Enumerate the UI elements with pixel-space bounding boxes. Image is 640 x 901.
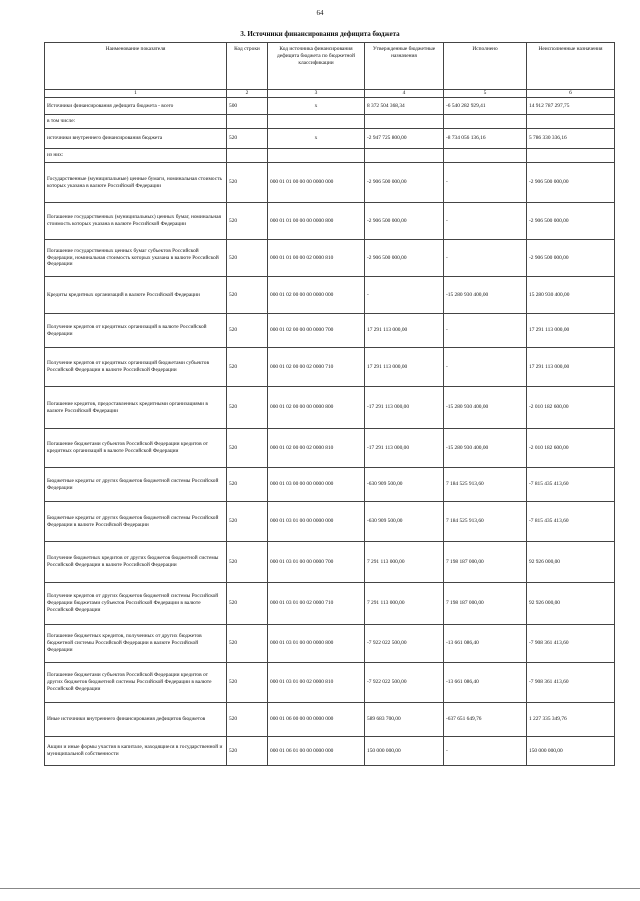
table-row	[45, 663, 615, 703]
row-indicator-name: Получение кредитов от кредитных организаций бюджетами субъектов Российской Федерации в валюте Российской Федерации	[45, 348, 227, 387]
row-line-code	[227, 115, 268, 129]
row-approved-value	[365, 115, 444, 129]
row-classification-code: 000 01 03 00 00 00 0000 000	[268, 468, 365, 502]
row-line-code: 520	[227, 703, 268, 737]
row-executed-value: -	[444, 203, 527, 240]
row-classification-code: 000 01 06 01 00 00 0000 000	[268, 737, 365, 766]
row-approved-value: -630 909 500,00	[365, 502, 444, 542]
table-row	[45, 429, 615, 468]
table-header-row	[45, 43, 615, 90]
row-remaining-value	[527, 115, 615, 129]
row-classification-code: 000 01 03 01 00 00 0000 700	[268, 542, 365, 583]
row-remaining-value: -7 815 435 413,60	[527, 468, 615, 502]
row-indicator-name: Погашение бюджетами субъектов Российской Федерации кредитов от кредитных организаций в валюте Российской Федерации	[45, 429, 227, 468]
table-row	[45, 149, 615, 163]
row-remaining-value: 17 291 113 000,00	[527, 314, 615, 348]
row-classification-code: 000 01 01 00 00 02 0000 810	[268, 240, 365, 277]
row-approved-value: -17 291 113 000,00	[365, 429, 444, 468]
row-classification-code: 000 01 03 01 00 00 0000 000	[268, 502, 365, 542]
row-classification-code: 000 01 02 00 00 00 0000 800	[268, 387, 365, 429]
row-classification-code: 000 01 02 00 00 00 0000 000	[268, 277, 365, 314]
row-line-code: 520	[227, 663, 268, 703]
row-approved-value: 150 000 000,00	[365, 737, 444, 766]
row-approved-value	[365, 149, 444, 163]
table-row	[45, 542, 615, 583]
row-line-code: 520	[227, 348, 268, 387]
row-approved-value: -2 947 725 800,00	[365, 129, 444, 149]
row-remaining-value: 92 926 000,00	[527, 542, 615, 583]
column-number: 1	[45, 90, 227, 98]
page-bottom-divider	[0, 888, 640, 889]
header-approved: Утвержденные бюджетные назначения	[365, 43, 444, 90]
row-remaining-value: -2 906 500 000,00	[527, 240, 615, 277]
row-indicator-name: Бюджетные кредиты от других бюджетов бюджетной системы Российской Федерации в валюте Российской Федерации	[45, 502, 227, 542]
row-classification-code: 000 01 06 00 00 00 0000 000	[268, 703, 365, 737]
row-executed-value: -15 280 930 400,00	[444, 387, 527, 429]
row-executed-value	[444, 115, 527, 129]
row-indicator-name: Получение кредитов от других бюджетов бюджетной системы Российской Федерации бюджетами субъектов Российской Федерации в валюте Российской Федерации	[45, 583, 227, 625]
column-number: 2	[227, 90, 268, 98]
row-approved-value: 8 372 504 368,34	[365, 98, 444, 115]
row-approved-value: 17 291 113 000,00	[365, 314, 444, 348]
row-indicator-name: Бюджетные кредиты от других бюджетов бюджетной системы Российской Федерации	[45, 468, 227, 502]
row-line-code: 500	[227, 98, 268, 115]
row-remaining-value: 92 926 000,00	[527, 583, 615, 625]
row-approved-value: 589 683 700,00	[365, 703, 444, 737]
row-remaining-value	[527, 149, 615, 163]
row-classification-code: x	[268, 129, 365, 149]
row-indicator-name: Получение бюджетных кредитов от других бюджетов бюджетной системы Российской Федерации в валюте Российской Федерации	[45, 542, 227, 583]
row-executed-value: 7 198 187 000,00	[444, 542, 527, 583]
row-executed-value: -13 661 086,40	[444, 663, 527, 703]
row-line-code: 520	[227, 387, 268, 429]
row-classification-code: 000 01 03 01 00 02 0000 810	[268, 663, 365, 703]
table-row	[45, 203, 615, 240]
table-row	[45, 240, 615, 277]
row-remaining-value: -7 815 435 413,60	[527, 502, 615, 542]
row-classification-code	[268, 149, 365, 163]
row-indicator-name: источники внутреннего финансирования бюджета	[45, 129, 227, 149]
table-row	[45, 387, 615, 429]
row-line-code: 520	[227, 163, 268, 203]
table-row	[45, 314, 615, 348]
row-indicator-name: Получение кредитов от кредитных организаций в валюте Российской Федерации	[45, 314, 227, 348]
row-remaining-value: -2 010 182 600,00	[527, 429, 615, 468]
row-classification-code: 000 01 02 00 00 02 0000 710	[268, 348, 365, 387]
table-row	[45, 348, 615, 387]
row-executed-value: -	[444, 737, 527, 766]
row-line-code: 520	[227, 468, 268, 502]
row-line-code: 520	[227, 737, 268, 766]
row-indicator-name: Источники финансирования дефицита бюджета - всего	[45, 98, 227, 115]
table-row	[45, 468, 615, 502]
row-approved-value: -7 922 022 500,00	[365, 625, 444, 663]
row-line-code: 520	[227, 203, 268, 240]
row-remaining-value: 5 786 330 336,16	[527, 129, 615, 149]
row-classification-code: 000 01 02 00 00 00 0000 700	[268, 314, 365, 348]
column-number: 5	[444, 90, 527, 98]
row-executed-value: -	[444, 314, 527, 348]
row-remaining-value: 14 912 787 297,75	[527, 98, 615, 115]
table-row	[45, 703, 615, 737]
row-executed-value: -637 651 649,76	[444, 703, 527, 737]
header-classification-code: Код источника финансирования дефицита бюджета по бюджетной классификации	[268, 43, 365, 90]
row-line-code	[227, 149, 268, 163]
row-indicator-name: Погашение бюджетами субъектов Российской Федерации кредитов от других бюджетов бюджетной системы Российской Федерации в валюте Российской Федерации	[45, 663, 227, 703]
row-classification-code: 000 01 01 00 00 00 0000 800	[268, 203, 365, 240]
row-executed-value: 7 198 187 000,00	[444, 583, 527, 625]
row-remaining-value: 1 227 335 349,76	[527, 703, 615, 737]
row-line-code: 520	[227, 583, 268, 625]
row-line-code: 520	[227, 277, 268, 314]
table-row	[45, 163, 615, 203]
row-approved-value: -2 906 500 000,00	[365, 163, 444, 203]
row-remaining-value: 150 000 000,00	[527, 737, 615, 766]
row-remaining-value: -2 906 500 000,00	[527, 203, 615, 240]
page-number: 64	[316, 9, 324, 17]
row-classification-code: 000 01 01 00 00 00 0000 000	[268, 163, 365, 203]
row-line-code: 520	[227, 429, 268, 468]
table-row	[45, 277, 615, 314]
row-executed-value	[444, 149, 527, 163]
header-executed: Исполнено	[444, 43, 527, 90]
row-executed-value: -15 280 930 400,00	[444, 277, 527, 314]
row-remaining-value: -2 906 500 000,00	[527, 163, 615, 203]
table-row	[45, 737, 615, 766]
row-line-code: 520	[227, 625, 268, 663]
row-indicator-name: Погашение государственных ценных бумаг субъектов Российской Федерации, номинальная стоимость которых указана в валюте Российской Федерации	[45, 240, 227, 277]
row-remaining-value: 15 280 930 400,00	[527, 277, 615, 314]
row-indicator-name: из них:	[45, 149, 227, 163]
table-body	[45, 98, 615, 766]
row-line-code: 520	[227, 314, 268, 348]
row-executed-value: 7 184 525 913,60	[444, 502, 527, 542]
table-row	[45, 583, 615, 625]
row-classification-code: 000 01 03 01 00 00 0000 800	[268, 625, 365, 663]
row-approved-value: 7 291 113 000,00	[365, 542, 444, 583]
header-indicator-name: Наименование показателя	[45, 43, 227, 90]
row-executed-value: -13 661 086,40	[444, 625, 527, 663]
row-approved-value: -2 906 500 000,00	[365, 240, 444, 277]
row-indicator-name: Погашение государственных (муниципальных) ценных бумаг, номинальная стоимость которых указана в валюте Российской Федерации	[45, 203, 227, 240]
column-number: 4	[365, 90, 444, 98]
row-indicator-name: Иные источники внутреннего финансирования дефицитов бюджетов	[45, 703, 227, 737]
row-approved-value: 7 291 113 000,00	[365, 583, 444, 625]
section-title: 3. Источники финансирования дефицита бюджета	[240, 30, 400, 38]
table-row	[45, 115, 615, 129]
row-line-code: 520	[227, 240, 268, 277]
row-line-code: 520	[227, 542, 268, 583]
row-executed-value: -	[444, 348, 527, 387]
row-approved-value: -630 909 500,00	[365, 468, 444, 502]
row-indicator-name: Акции и иные формы участия в капитале, находящиеся в государственной и муниципальной собственности	[45, 737, 227, 766]
row-line-code: 520	[227, 129, 268, 149]
header-remaining: Неисполненные назначения	[527, 43, 615, 90]
row-executed-value: -15 280 930 400,00	[444, 429, 527, 468]
row-indicator-name: Погашение кредитов, предоставленных кредитными организациями в валюте Российской Федерации	[45, 387, 227, 429]
header-line-code: Код строки	[227, 43, 268, 90]
row-indicator-name: Кредиты кредитных организаций в валюте Российской Федерации	[45, 277, 227, 314]
row-indicator-name: Государственные (муниципальные) ценные бумаги, номинальная стоимость которых указана в валюте Российской Федерации	[45, 163, 227, 203]
row-line-code: 520	[227, 502, 268, 542]
table-row	[45, 98, 615, 115]
row-indicator-name: Погашение бюджетных кредитов, полученных от других бюджетов бюджетной системы Российской Федерации в валюте Российской Федерации	[45, 625, 227, 663]
row-executed-value: -8 734 056 136,16	[444, 129, 527, 149]
row-approved-value: -17 291 113 000,00	[365, 387, 444, 429]
row-approved-value: -	[365, 277, 444, 314]
row-remaining-value: -7 908 361 413,60	[527, 663, 615, 703]
table-row	[45, 625, 615, 663]
row-indicator-name: в том числе:	[45, 115, 227, 129]
column-number: 6	[527, 90, 615, 98]
row-classification-code	[268, 115, 365, 129]
row-classification-code: 000 01 03 01 00 02 0000 710	[268, 583, 365, 625]
row-approved-value: 17 291 113 000,00	[365, 348, 444, 387]
row-approved-value: -7 922 022 500,00	[365, 663, 444, 703]
column-number: 3	[268, 90, 365, 98]
row-executed-value: -6 540 282 929,41	[444, 98, 527, 115]
row-remaining-value: -2 010 182 600,00	[527, 387, 615, 429]
row-executed-value: 7 184 525 913,60	[444, 468, 527, 502]
row-executed-value: -	[444, 240, 527, 277]
row-remaining-value: 17 291 113 000,00	[527, 348, 615, 387]
row-approved-value: -2 906 500 000,00	[365, 203, 444, 240]
column-number-row	[45, 90, 615, 98]
row-remaining-value: -7 908 361 413,60	[527, 625, 615, 663]
financing-sources-table	[44, 42, 615, 766]
row-classification-code: 000 01 02 00 00 02 0000 810	[268, 429, 365, 468]
row-executed-value: -	[444, 163, 527, 203]
table-row	[45, 502, 615, 542]
table-row	[45, 129, 615, 149]
row-classification-code: x	[268, 98, 365, 115]
